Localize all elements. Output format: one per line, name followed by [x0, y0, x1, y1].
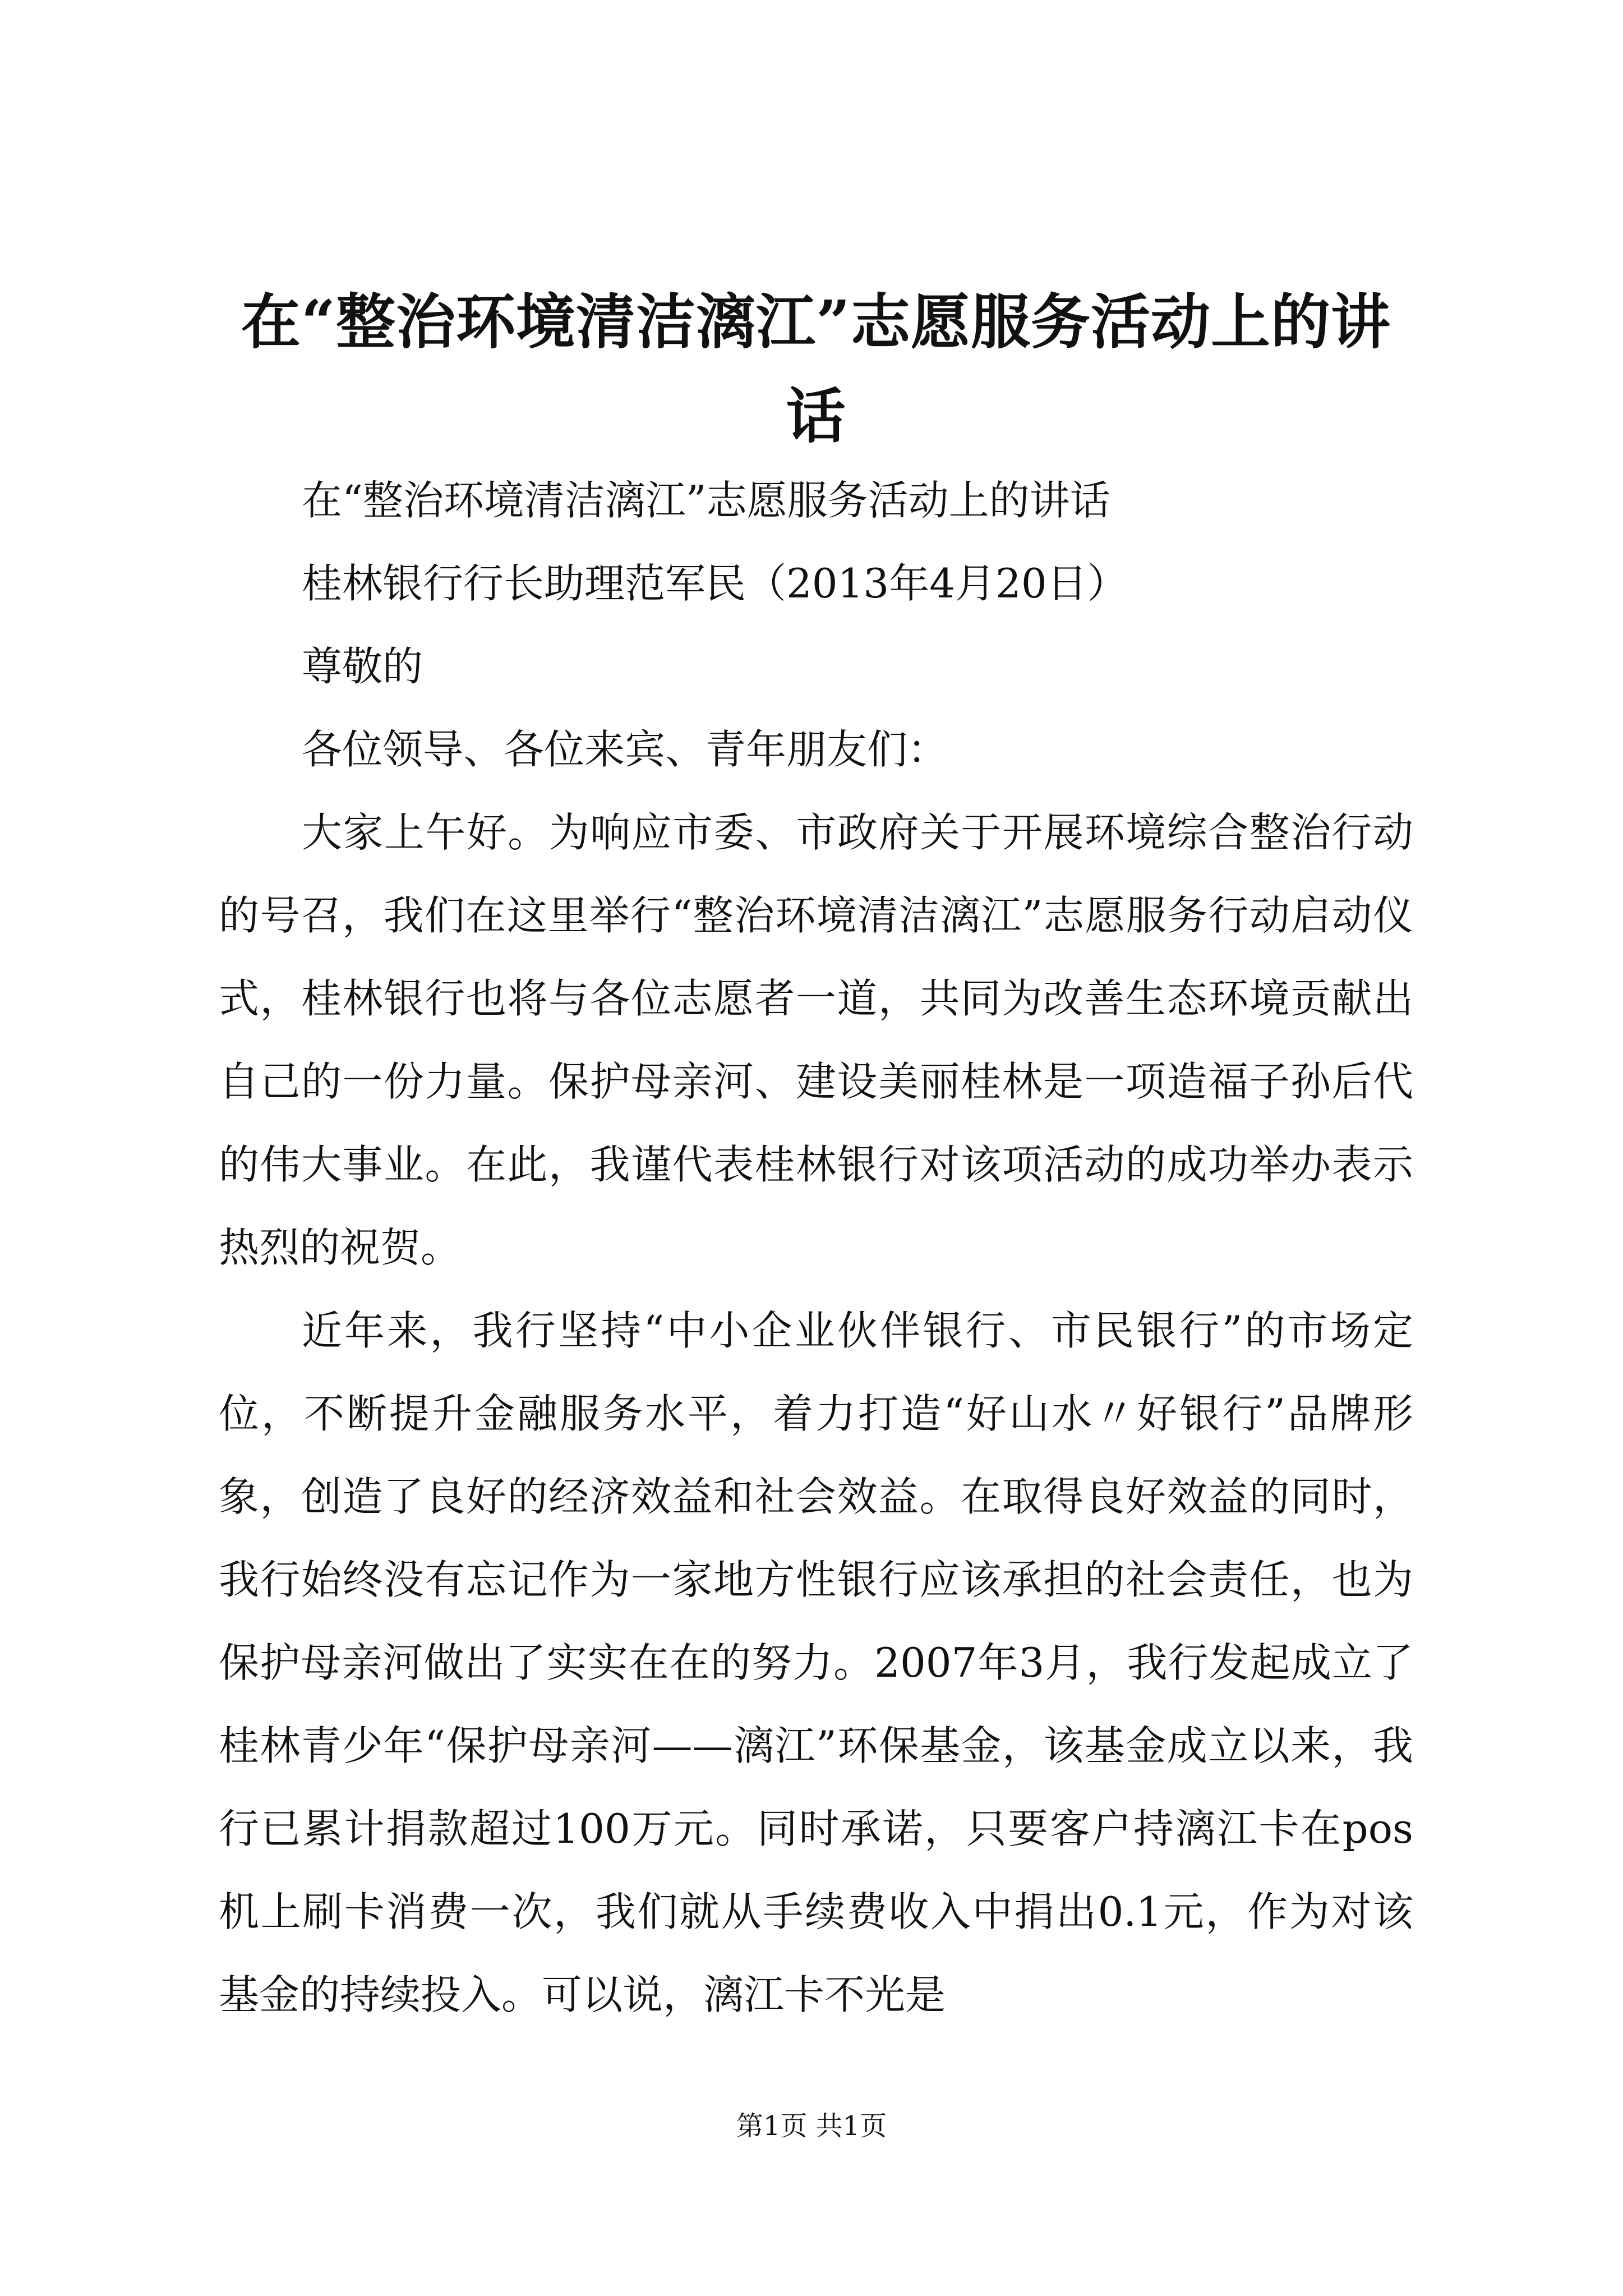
paragraph: 近年来，我行坚持“中小企业伙伴银行、市民银行”的市场定位，不断提升金融服务水平，着力打造“好山水〃好银行”品牌形象，创造了良好的经济效益和社会效益。在取得良好效益的同时，我行始终没有忘记作为一家地方性银行应该承担的社会责任，也为保护母亲河做出了实实在在的努力。2007年3月，我行发起成立了桂林青少年“保护母亲河——漓江”环保基金，该基金成立以来，我行已累计捐款超过100万元。同时承诺，只要客户持漓江卡在pos机上刷卡消费一次，我们就从手续费收入中捐出0.1元，作为对该基金的持续投入。可以说，漓江卡不光是: [219, 1307, 1413, 2018]
document-title: 在“整治环境清洁漓江”志愿服务活动上的讲话: [241, 287, 1391, 451]
paragraph: 大家上午好。为响应市委、市政府关于开展环境综合整治行动的号召，我们在这里举行“整治环境清洁漓江”志愿服务行动启动仪式，桂林银行也将与各位志愿者一道，共同为改善生态环境贡献出自己的一份力量。保护母亲河、建设美丽桂林是一项造福子孙后代的伟大事业。在此，我谨代表桂林银行对该项活动的成功举办表示热烈的祝贺。: [219, 809, 1413, 1271]
document-body: [219, 459, 1413, 2036]
salutation-line: 尊敬的: [302, 643, 423, 690]
subtitle-line: 在“整治环境清洁漓江”志愿服务活动上的讲话: [302, 477, 1110, 524]
speaker-line: 桂林银行行长助理范军民（2013年4月20日）: [302, 560, 1128, 607]
page-footer: [0, 2109, 1623, 2143]
audience-line: 各位领导、各位来宾、青年朋友们：: [302, 726, 948, 773]
page-number-label: 第1页 共1页: [736, 2110, 887, 2142]
